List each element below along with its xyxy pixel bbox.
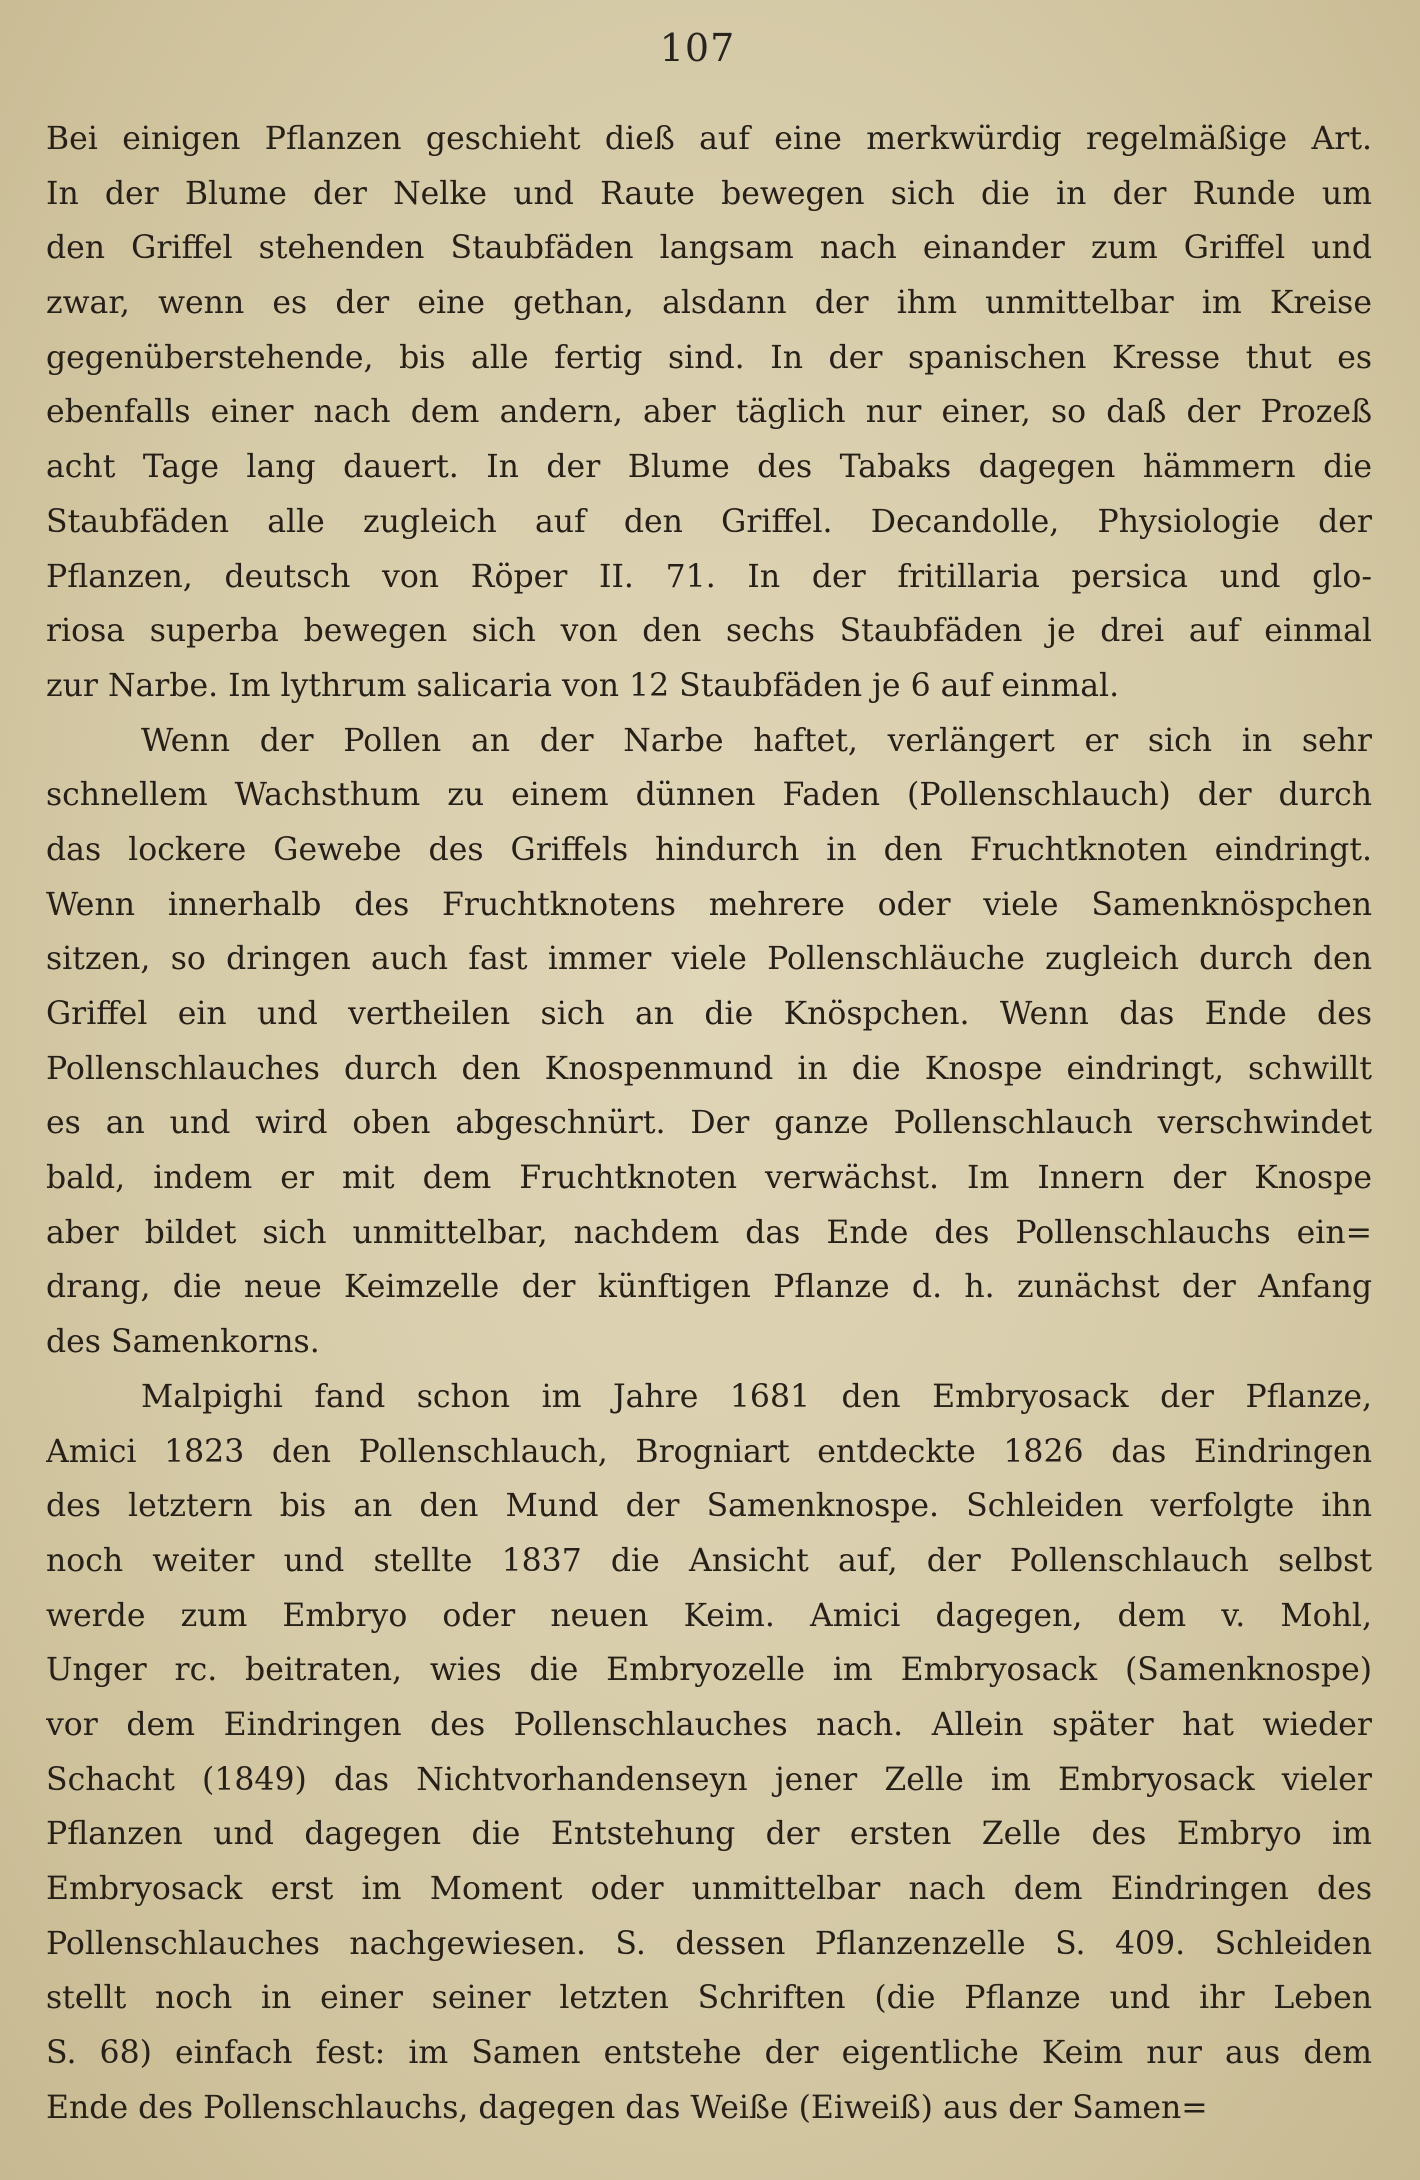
page-number: 107 xyxy=(659,26,736,70)
text-line: Schacht (1849) das Nichtvorhandenseyn jener Zelle im Embryosack vieler xyxy=(46,1761,1372,1798)
text-line: ebenfalls einer nach dem andern, aber täglich nur einer, so daß der Prozeß xyxy=(46,394,1372,431)
text-line: gegenüberstehende, bis alle fertig sind. In der spanischen Kresse thut es xyxy=(46,339,1372,376)
text-line: werde zum Embryo oder neuen Keim. Amici dagegen, dem v. Mohl, xyxy=(46,1597,1372,1634)
text-line: vor dem Eindringen des Pollenschlauches nach. Allein später hat wieder xyxy=(46,1706,1372,1743)
text-line: Unger rc. beitraten, wies die Embryozelle im Embryosack (Samenknospe) xyxy=(46,1652,1372,1689)
text-line: aber bildet sich unmittelbar, nachdem das Ende des Pollenschlauchs ein= xyxy=(46,1214,1372,1251)
text-line: acht Tage lang dauert. In der Blume des Tabaks dagegen hämmern die xyxy=(46,449,1372,486)
text-line: zur Narbe. Im lythrum salicaria von 12 Staubfäden je 6 auf einmal. xyxy=(46,667,1120,704)
text-line: noch weiter und stellte 1837 die Ansicht auf, der Pollenschlauch selbst xyxy=(46,1542,1372,1579)
text-line: den Griffel stehenden Staubfäden langsam nach einander zum Griffel und xyxy=(46,230,1372,267)
text-line: In der Blume der Nelke und Raute bewegen sich die in der Runde um xyxy=(46,175,1372,212)
text-line: stellt noch in einer seiner letzten Schriften (die Pflanze und ihr Leben xyxy=(46,1980,1372,2017)
text-line: Wenn der Pollen an der Narbe haftet, verlängert er sich in sehr xyxy=(141,722,1372,759)
text-line: sitzen, so dringen auch fast immer viele Pollenschläuche zugleich durch den xyxy=(46,941,1372,978)
text-line: Pflanzen und dagegen die Entstehung der ersten Zelle des Embryo im xyxy=(46,1816,1372,1853)
text-line: Embryosack erst im Moment oder unmittelbar nach dem Eindringen des xyxy=(46,1871,1372,1907)
text-line: bald, indem er mit dem Fruchtknoten verwächst. Im Innern der Knospe xyxy=(46,1160,1372,1197)
text-line: das lockere Gewebe des Griffels hindurch in den Fruchtknoten eindringt. xyxy=(46,831,1372,868)
text-line: Malpighi fand schon im Jahre 1681 den Embryosack der Pflanze, xyxy=(141,1378,1372,1415)
text-line: zwar, wenn es der eine gethan, alsdann der ihm unmittelbar im Kreise xyxy=(46,285,1372,322)
text-line: schnellem Wachsthum zu einem dünnen Faden (Pollenschlauch) der durch xyxy=(46,777,1372,814)
text-line: des letztern bis an den Mund der Samenknospe. Schleiden verfolgte ihn xyxy=(46,1488,1372,1525)
text-line: drang, die neue Keimzelle der künftigen Pflanze d. h. zunächst der Anfang xyxy=(46,1269,1372,1306)
text-line: es an und wird oben abgeschnürt. Der ganze Pollenschlauch verschwindet xyxy=(46,1105,1372,1142)
text-line: S. 68) einfach fest: im Samen entstehe der eigentliche Keim nur aus dem xyxy=(46,2035,1372,2072)
text-line: Pollenschlauches durch den Knospenmund in die Knospe eindringt, schwillt xyxy=(46,1050,1372,1087)
text-line: Wenn innerhalb des Fruchtknotens mehrere oder viele Samenknöspchen xyxy=(46,886,1372,923)
text-line: Bei einigen Pflanzen geschieht dieß auf eine merkwürdig regelmäßige Art. xyxy=(46,121,1372,157)
text-line: Staubfäden alle zugleich auf den Griffel. Decandolle, Physiologie der xyxy=(46,503,1372,540)
text-line: riosa superba bewegen sich von den sechs Staubfäden je drei auf einmal xyxy=(46,613,1372,650)
text-line: Ende des Pollenschlauchs, dagegen das Weiße (Eiweiß) aus der Samen= xyxy=(46,2089,1208,2126)
text-line: des Samenkorns. xyxy=(46,1324,320,1361)
text-line: Griffel ein und vertheilen sich an die Knöspchen. Wenn das Ende des xyxy=(46,996,1372,1032)
text-line: Pollenschlauches nachgewiesen. S. dessen Pflanzenzelle S. 409. Schleiden xyxy=(46,1925,1372,1962)
text-line: Amici 1823 den Pollenschlauch, Brogniart entdeckte 1826 das Eindringen xyxy=(46,1433,1372,1470)
page-body-text xyxy=(46,112,1372,2135)
text-line: Pflanzen, deutsch von Röper II. 71. In der fritillaria persica und glo- xyxy=(46,558,1372,595)
